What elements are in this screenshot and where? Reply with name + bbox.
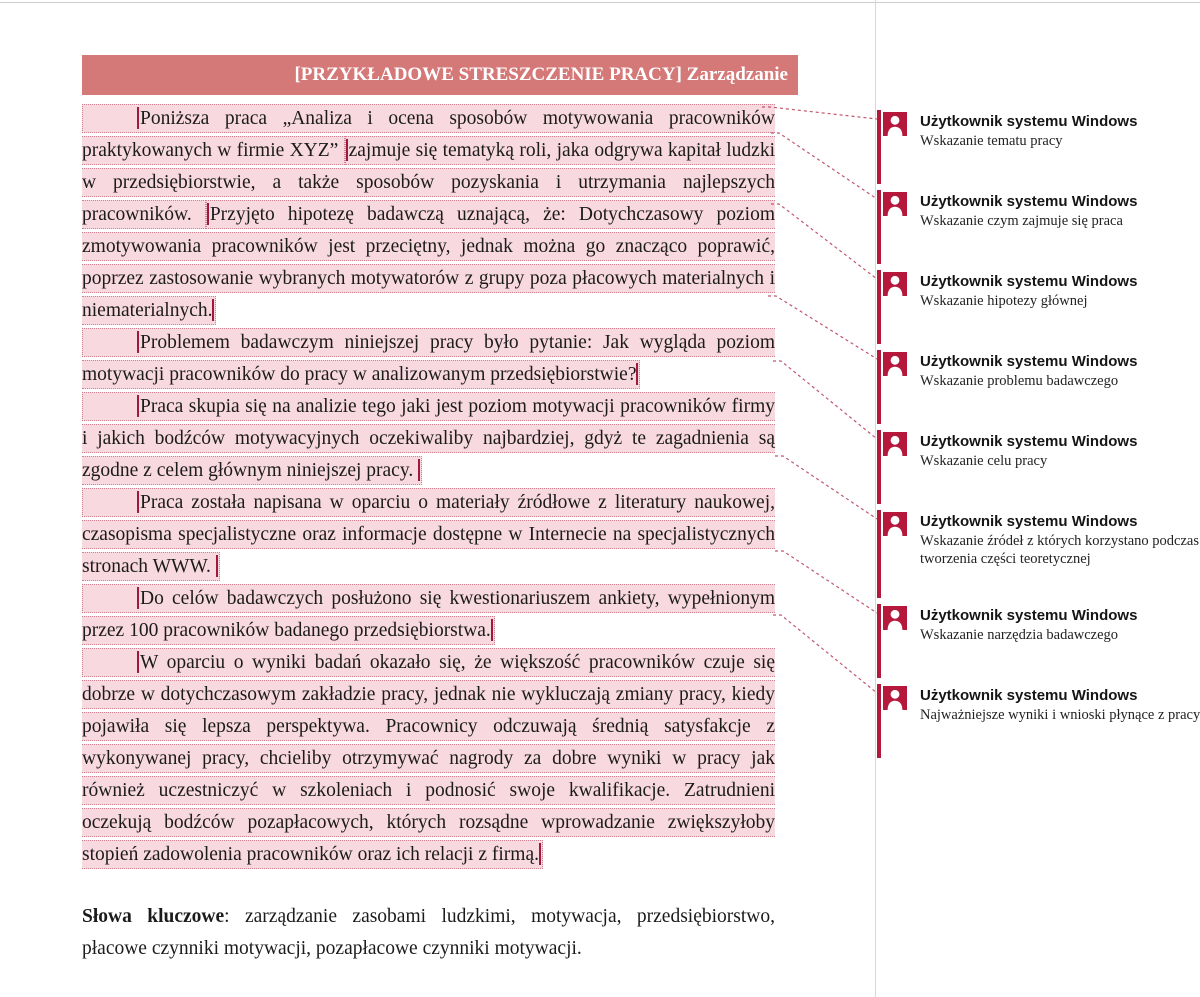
first-line-indent: [83, 493, 137, 513]
comment-highlight-range[interactable]: Praca została napisana w oparciu o materiały źródłowe z literatury naukowej, czasopisma specjalistyczne oraz informacje dostępne w Internecie na specjalistycznych stronach WWW.: [82, 488, 775, 581]
comment-text: Wskazanie celu pracy: [920, 453, 1048, 469]
paragraph[interactable]: [82, 327, 775, 391]
first-line-indent: [83, 109, 137, 129]
comment-anchor-caret: [418, 459, 420, 481]
comment-anchor-caret: [137, 395, 139, 417]
document-page[interactable]: [82, 55, 798, 965]
comment-anchor-caret: [137, 107, 139, 129]
comment-text: Najważniejsze wyniki i wnioski płynące z pracy: [920, 707, 1200, 723]
comment-change-bar: [877, 110, 881, 184]
comment-anchor-caret: [137, 331, 139, 353]
first-line-indent: [83, 397, 137, 417]
comment-author: Użytkownik systemu Windows: [920, 513, 1138, 530]
person-icon: [883, 686, 907, 710]
keywords-paragraph[interactable]: [82, 901, 775, 965]
comment-change-bar: [877, 190, 881, 264]
comment[interactable]: [876, 192, 1194, 230]
first-line-indent: [83, 653, 137, 673]
comment-author: Użytkownik systemu Windows: [920, 113, 1138, 130]
person-icon: [883, 606, 907, 630]
paragraph[interactable]: [82, 103, 775, 327]
comment-highlight-range[interactable]: Do celów badawczych posłużono się kwestionariuszem ankiety, wypełnionym przez 100 pracowników badanego przedsiębiorstwa.: [82, 584, 775, 645]
person-icon: [883, 352, 907, 376]
comment-highlight-range[interactable]: zajmuje się tematyką roli, jaka odgrywa kapitał ludzki w przedsiębiorstwie, a także sposobów pozyskania i utrzymania najlepszych pracowników.: [82, 136, 775, 229]
comment-author: Użytkownik systemu Windows: [920, 353, 1138, 370]
paragraph[interactable]: [82, 391, 775, 487]
person-icon: [883, 432, 907, 456]
comment-highlight-range[interactable]: Problemem badawczym niniejszej pracy było pytanie: Jak wygląda poziom motywacji pracowników do pracy w analizowanym przedsiębiorstwie?: [82, 328, 775, 389]
comment-anchor-caret: [207, 203, 209, 225]
comment-text: Wskazanie źródeł z których korzystano podczas tworzenia części teoretycznej: [920, 533, 1200, 567]
comment-anchor-caret: [137, 491, 139, 513]
document-title-bar: [82, 55, 798, 95]
comment[interactable]: [876, 272, 1194, 310]
comment-anchor-caret: [212, 299, 214, 321]
person-icon: [883, 192, 907, 216]
comment-anchor-caret: [491, 619, 493, 641]
comment-highlight-range[interactable]: Przyjęto hipotezę badawczą uznającą, że: Dotychczasowy poziom zmotywowania pracowników jest przeciętny, jednak można go znacząco poprawić, poprzez zastosowanie wybranych motywatorów z grupy poza płacowych materialnych i niematerialnych.: [82, 200, 775, 325]
comments-pane[interactable]: [876, 0, 1200, 997]
comment-anchor-caret: [137, 587, 139, 609]
comment[interactable]: [876, 352, 1194, 390]
comment-author: Użytkownik systemu Windows: [920, 607, 1138, 624]
comment-highlight-range[interactable]: Praca skupia się na analizie tego jaki jest poziom motywacji pracowników firmy i jakich bodźców motywacyjnych oczekiwaliby najbardziej, gdyż te zagadnienia są zgodne z celem głównym niniejszej pracy.: [82, 392, 775, 485]
document-body[interactable]: [82, 103, 775, 965]
document-title[interactable]: [PRZYKŁADOWE STRESZCZENIE PRACY] Zarządzanie: [294, 64, 788, 85]
comment-text: Wskazanie tematu pracy: [920, 133, 1063, 149]
comment-change-bar: [877, 684, 881, 758]
comment-change-bar: [877, 510, 881, 598]
text-run: : zarządzanie zasobami ludzkimi, motywacja, przedsiębiorstwo, płacowe czynniki motywacji, pozapłacowe czynniki motywacji.: [82, 906, 775, 959]
comment[interactable]: [876, 112, 1194, 150]
comment-author: Użytkownik systemu Windows: [920, 687, 1138, 704]
comment-anchor-caret: [636, 363, 638, 385]
person-icon: [883, 112, 907, 136]
comment-change-bar: [877, 430, 881, 504]
person-icon: [883, 272, 907, 296]
comment-author: Użytkownik systemu Windows: [920, 193, 1138, 210]
comment-text: Wskazanie czym zajmuje się praca: [920, 213, 1123, 229]
first-line-indent: [83, 589, 137, 609]
comment[interactable]: [876, 512, 1200, 568]
person-icon: [883, 512, 907, 536]
keywords-label: Słowa kluczowe: [82, 906, 225, 927]
comment-text: Wskazanie problemu badawczego: [920, 373, 1119, 389]
paragraph[interactable]: [82, 647, 775, 871]
comment-anchor-caret: [346, 139, 348, 161]
comment-change-bar: [877, 350, 881, 424]
comment-change-bar: [877, 604, 881, 678]
first-line-indent: [83, 333, 137, 353]
paragraph[interactable]: [82, 583, 775, 647]
paragraph[interactable]: [82, 487, 775, 583]
comment[interactable]: [876, 686, 1200, 724]
comment-anchor-caret: [216, 555, 218, 577]
comment-author: Użytkownik systemu Windows: [920, 273, 1138, 290]
comment-text: Wskazanie hipotezy głównej: [920, 293, 1088, 309]
comment[interactable]: [876, 606, 1194, 644]
comment-highlight-range[interactable]: Poniższa praca „Analiza i ocena sposobów motywowania pracowników praktykowanych w firmie XYZ”: [82, 104, 775, 165]
comment-change-bar: [877, 270, 881, 344]
comment-anchor-caret: [137, 651, 139, 673]
comment-anchor-caret: [539, 843, 541, 865]
comment-text: Wskazanie narzędzia badawczego: [920, 627, 1119, 643]
comment-highlight-range[interactable]: W oparciu o wyniki badań okazało się, że większość pracowników czuje się dobrze w dotychczasowym zakładzie pracy, jednak nie wykluczają zmiany pracy, kiedy pojawiła się lepsza perspektywa. Pracownicy odczuwają średnią satysfakcje z wykonywanej pracy, chcieliby otrzymywać nagrody za dobre wyniki w pracy jak również uczestniczyć w szkoleniach i podnosić swoje kwalifikacje. Zatrudnieni oczekują bodźców pozapłacowych, których rozsądne wprowadzanie zwiększyłoby stopień zadowolenia pracowników oraz ich relacji z firmą.: [82, 648, 775, 869]
comment[interactable]: [876, 432, 1194, 470]
comment-author: Użytkownik systemu Windows: [920, 433, 1138, 450]
